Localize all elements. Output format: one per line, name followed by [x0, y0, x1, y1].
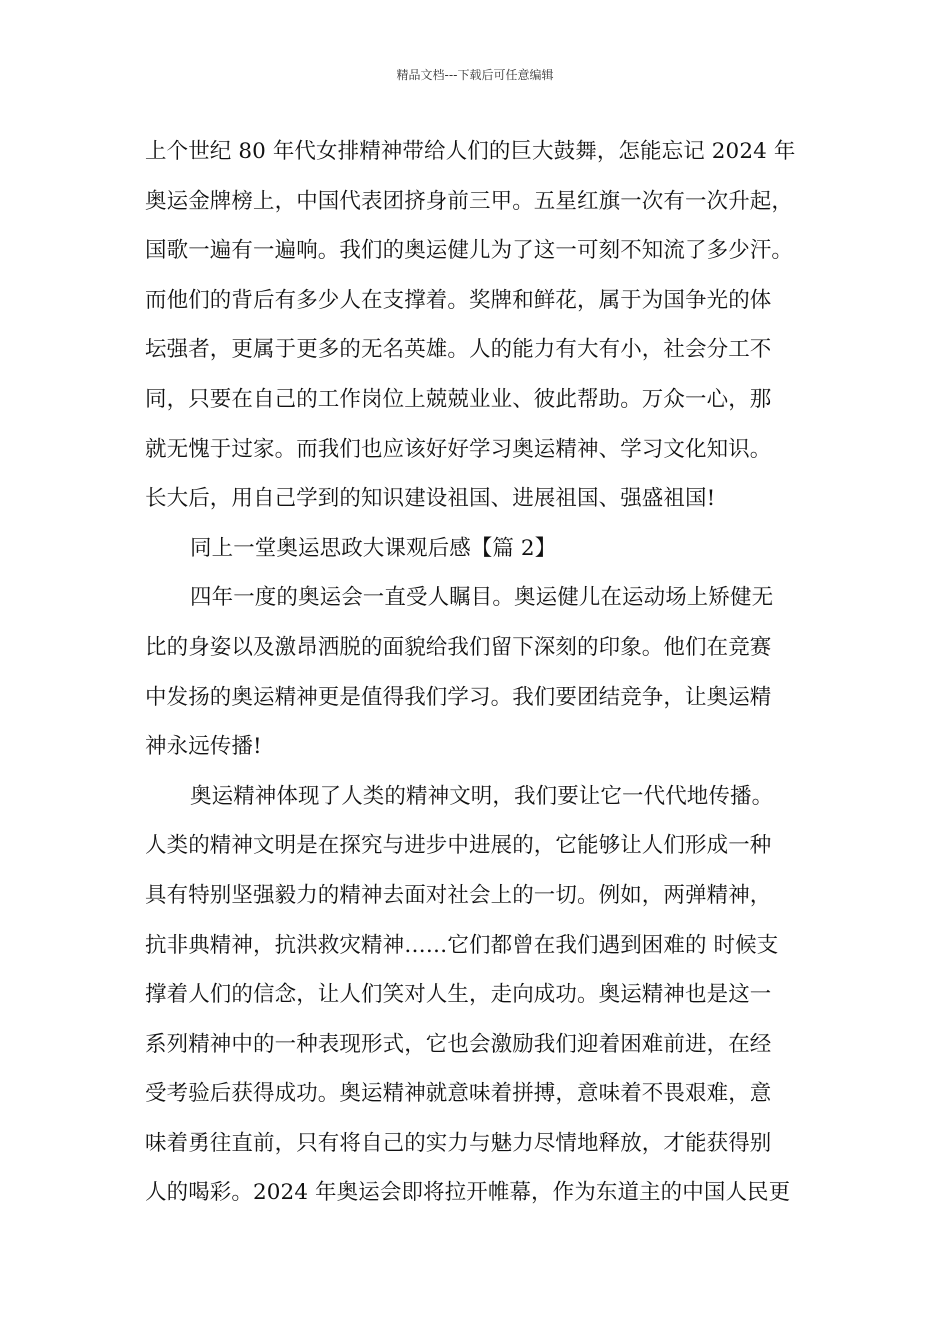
paragraph-line: 就无愧于过家。而我们也应该好好学习奥运精神、学习文化知识。 — [145, 436, 772, 462]
paragraph-line: 撑着人们的信念，让人们笑对人生，走向成功。奥运精神也是这一 — [145, 982, 772, 1008]
paragraph-line: 抗非典精神，抗洪救灾精神……它们都曾在我们遇到困难的 时候支 — [145, 932, 779, 958]
paragraph-line: 而他们的背后有多少人在支撑着。奖牌和鲜花，属于为国争光的体 — [145, 287, 772, 313]
paragraph-line: 具有特别坚强毅力的精神去面对社会上的一切。例如，两弹精神， — [145, 882, 772, 908]
paragraph-line: 比的身姿以及激昂洒脱的面貌给我们留下深刻的印象。他们在竞赛 — [145, 634, 772, 660]
paragraph-line: 神永远传播! — [145, 734, 262, 760]
paragraph-line: 同，只要在自己的工作岗位上兢兢业业、彼此帮助。万众一心，那 — [145, 386, 772, 412]
paragraph-line: 上个世纪 80 年代女排精神带给人们的巨大鼓舞，怎能忘记 2024 年 — [145, 139, 796, 164]
paragraph-line: 奥运精神体现了人类的精神文明，我们要让它一代代地传播。 — [190, 783, 774, 809]
paragraph-line: 奥运金牌榜上，中国代表团挤身前三甲。五星红旗一次有一次升起， — [145, 188, 794, 214]
paragraph-line: 系列精神中的一种表现形式，它也会激励我们迎着困难前进，在经 — [145, 1031, 772, 1057]
paragraph-line: 人类的精神文明是在探究与进步中进展的，它能够让人们形成一种 — [145, 833, 772, 859]
page-header: 精品文档---下载后可任意编辑 — [396, 68, 554, 82]
paragraph-line: 味着勇往直前，只有将自己的实力与魅力尽情地释放，才能获得别 — [145, 1130, 772, 1156]
section-heading: 同上一堂奥运思政大课观后感【篇 2】 — [190, 535, 557, 561]
paragraph-line: 人的喝彩。2024 年奥运会即将拉开帷幕，作为东道主的中国人民更 — [145, 1180, 791, 1206]
paragraph-line: 四年一度的奥运会一直受人瞩目。奥运健儿在运动场上矫健无 — [190, 585, 774, 611]
paragraph-line: 国歌一遍有一遍响。我们的奥运健儿为了这一可刻不知流了多少汗。 — [145, 238, 794, 264]
paragraph-line: 坛强者，更属于更多的无名英雄。人的能力有大有小，社会分工不 — [145, 337, 772, 363]
paragraph-line: 中发扬的奥运精神更是值得我们学习。我们要团结竞争，让奥运精 — [145, 684, 772, 710]
document-body — [145, 127, 825, 1218]
paragraph-line: 受考验后获得成功。奥运精神就意味着拼搏，意味着不畏艰难，意 — [145, 1081, 772, 1107]
paragraph-line: 长大后，用自己学到的知识建设祖国、进展祖国、强盛祖国! — [145, 486, 716, 512]
